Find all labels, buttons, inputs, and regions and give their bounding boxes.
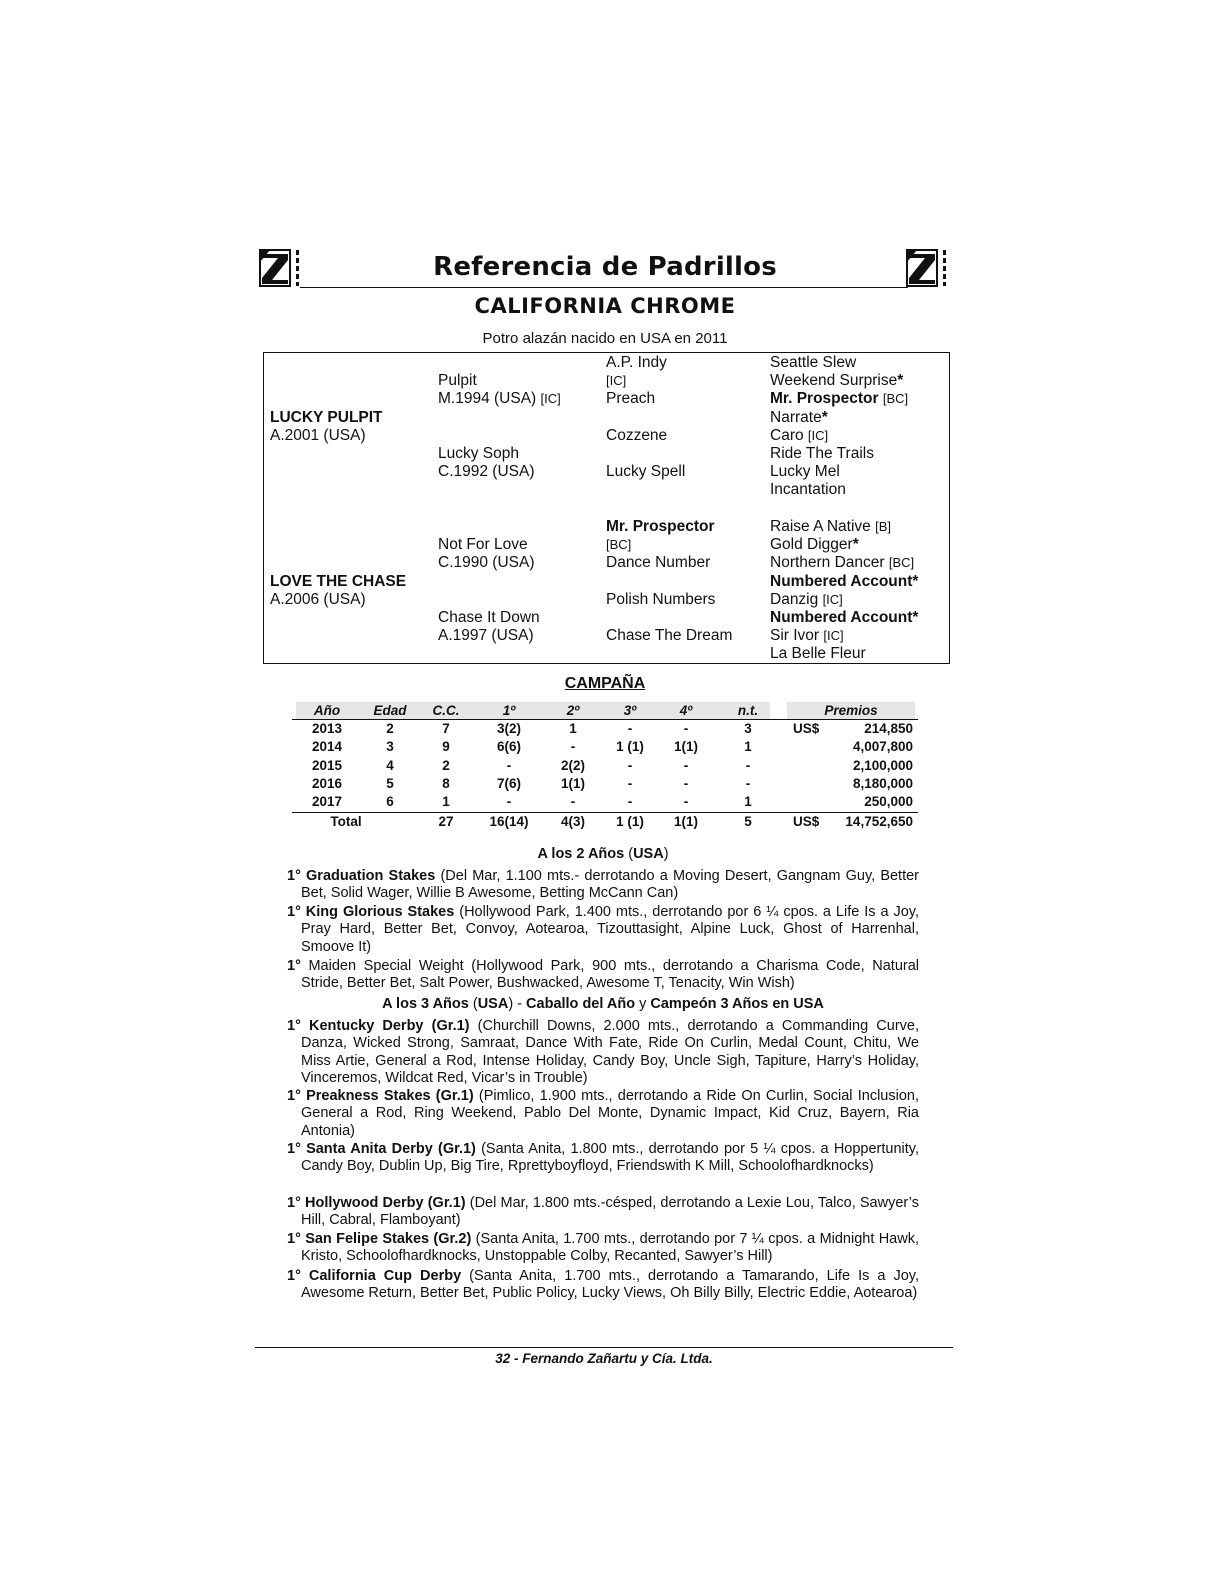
pedigree-table bbox=[263, 352, 950, 664]
campaign-cell: 9 bbox=[442, 739, 450, 755]
campaign-cell: 2 bbox=[442, 757, 450, 773]
campaign-cell: - bbox=[745, 775, 751, 791]
campaign-cell: 1 bbox=[569, 721, 577, 736]
grandsire-maternal: Not For Love bbox=[438, 536, 528, 553]
g4-ancestor: Northern Dancer [BC] bbox=[770, 554, 915, 571]
campaign-cell: - bbox=[506, 794, 512, 810]
total-cell: 4(3) bbox=[560, 814, 585, 829]
campaign-cell: - bbox=[627, 775, 633, 791]
campaign-cell: 4,007,800 bbox=[852, 739, 913, 755]
race-entry: 1° Maiden Special Weight (Hollywood Park, 900 mts., derrotando a Charisma Code, Natural Stride, Better Bet, Salt Power, Bushwacked, Awesome T, Tenacity, Win Wish) bbox=[287, 958, 919, 992]
campaign-cell: - bbox=[745, 757, 751, 773]
dam-name: LOVE THE CHASE bbox=[270, 573, 407, 590]
col-header-age: Edad bbox=[373, 703, 407, 718]
granddam-paternal: Lucky Soph bbox=[438, 445, 519, 462]
campaign-cell: 3(2) bbox=[496, 721, 521, 736]
campaign-cell: 6 bbox=[386, 794, 394, 810]
campaign-cell: 1 bbox=[744, 739, 752, 755]
race-entry: 1° Kentucky Derby (Gr.1) (Churchill Downs, 2.000 mts., derrotando a Commanding Curve, Danza, Wicked Strong, Samraat, Dance With Fate, Ride On Curlin, Medal Count, Chitu, We Miss Artie, General a Rod, Intense Holiday, Candy Boy, Uncle Sigh, Tapiture, Harry’s Holiday, Vinceremos, Wildcat Red, Vicar’s in Trouble) bbox=[287, 1018, 920, 1087]
campaign-cell: US$ bbox=[793, 721, 820, 736]
race-entry: 1° Hollywood Derby (Gr.1) (Del Mar, 1.800 mts.-césped, derrotando a Lexie Lou, Talco, Sawyer’s Hill, Cabral, Flamboyant) bbox=[287, 1195, 919, 1229]
total-earnings: 14,752,650 bbox=[845, 814, 913, 829]
grandsire-maternal-info: C.1990 (USA) bbox=[438, 554, 535, 571]
granddam-paternal-info: C.1992 (USA) bbox=[438, 463, 535, 480]
campaign-cell: - bbox=[627, 757, 633, 773]
race-entry: 1° California Cup Derby (Santa Anita, 1.700 mts., derrotando a Tamarando, Life Is a Joy, Awesome Return, Better Bet, Public Policy, Lucky Views, Oh Billy Billy, Electric Eddie, Aotearoa) bbox=[287, 1268, 919, 1302]
sire-info: A.2001 (USA) bbox=[270, 427, 366, 444]
g4-ancestor: Numbered Account* bbox=[770, 609, 919, 626]
race-entry: 1° San Felipe Stakes (Gr.2) (Santa Anita, 1.700 mts., derrotando por 7 ¼ cpos. a Midnight Hawk, Kristo, Schoolofhardknocks, Unstoppable Colby, Recanted, Sawyer’s Hill) bbox=[287, 1231, 919, 1265]
g4-ancestor: Numbered Account* bbox=[770, 573, 919, 590]
granddam-maternal: Chase It Down bbox=[438, 609, 540, 626]
col-header-unplaced: n.t. bbox=[737, 703, 759, 718]
campaign-cell: - bbox=[683, 794, 689, 810]
race-entry: 1° Preakness Stakes (Gr.1) (Pimlico, 1.900 mts., derrotando a Ride On Curlin, Social Inclusion, General a Rod, Ring Weekend, Pablo Del Monte, Dynamic Impact, Kid Cruz, Bayern, Ria Antonia) bbox=[287, 1088, 919, 1139]
campaign-cell: 3 bbox=[744, 721, 752, 736]
campaign-cell: - bbox=[627, 794, 633, 810]
g3-ancestor: Polish Numbers bbox=[606, 591, 716, 608]
g4-ancestor: Gold Digger* bbox=[770, 536, 859, 553]
campaign-title: CAMPAÑA bbox=[564, 675, 646, 692]
campaign-cell: 2(2) bbox=[560, 757, 585, 773]
col-header-first: 1º bbox=[502, 703, 516, 718]
campaign-cell: 7 bbox=[442, 721, 450, 736]
g4-ancestor: Caro [IC] bbox=[770, 427, 829, 444]
col-header-year: Año bbox=[313, 703, 341, 718]
campaign-cell: - bbox=[506, 757, 512, 773]
race-entry: 1° Graduation Stakes (Del Mar, 1.100 mts.- derrotando a Moving Desert, Gangnam Guy, Better Bet, Solid Wager, Willie B Awesome, Betting McCann Can) bbox=[287, 868, 920, 902]
company-logo-right bbox=[905, 246, 957, 290]
g4-ancestor: Narrate* bbox=[770, 409, 828, 426]
campaign-cell: 1 bbox=[442, 794, 450, 810]
sire-name: LUCKY PULPIT bbox=[270, 409, 383, 426]
footer-rule bbox=[255, 1347, 953, 1348]
granddam-maternal-info: A.1997 (USA) bbox=[438, 627, 534, 644]
campaign-cell: 1(1) bbox=[673, 739, 698, 755]
total-cell: 1 (1) bbox=[616, 814, 644, 829]
campaign-cell: - bbox=[683, 775, 689, 791]
campaign-cell: 1 (1) bbox=[616, 739, 644, 755]
g4-ancestor: Mr. Prospector [BC] bbox=[770, 390, 909, 407]
g4-ancestor: Weekend Surprise* bbox=[770, 372, 904, 389]
header-rule bbox=[300, 287, 908, 288]
g4-ancestor: Incantation bbox=[770, 481, 846, 498]
campaign-cell: 7(6) bbox=[496, 775, 521, 791]
g4-ancestor: Lucky Mel bbox=[770, 463, 840, 480]
g3-ancestor: Preach bbox=[606, 390, 656, 407]
campaign-cell: - bbox=[683, 757, 689, 773]
col-header-earnings: Premios bbox=[824, 703, 878, 718]
horse-name: CALIFORNIA CHROME bbox=[474, 294, 736, 318]
campaign-cell: 1 bbox=[744, 794, 752, 810]
section-heading: A los 3 Años (USA) - Caballo del Año y Campeón 3 Años en USA bbox=[382, 996, 824, 1012]
campaign-cell: - bbox=[683, 721, 689, 736]
campaign-cell: 1(1) bbox=[560, 775, 585, 791]
campaign-cell: 2013 bbox=[311, 721, 343, 736]
campaign-cell: 2 bbox=[386, 721, 394, 736]
g4-ancestor: La Belle Fleur bbox=[770, 645, 866, 662]
g4-ancestor: Seattle Slew bbox=[770, 354, 857, 371]
g3-ancestor: A.P. Indy bbox=[606, 354, 667, 371]
campaign-cell: 6(6) bbox=[496, 739, 521, 755]
g3-ancestor-tag: [BC] bbox=[606, 537, 632, 552]
g3-ancestor-tag: [IC] bbox=[606, 373, 627, 388]
g4-ancestor: Ride The Trails bbox=[770, 445, 874, 462]
campaign-cell: 214,850 bbox=[864, 721, 913, 736]
campaign-cell: 2014 bbox=[311, 739, 343, 755]
total-cell: 27 bbox=[438, 814, 454, 829]
campaign-cell: 8 bbox=[442, 775, 450, 791]
campaign-cell: 2016 bbox=[311, 775, 343, 791]
campaign-cell: 4 bbox=[386, 757, 394, 773]
campaign-cell: 2,100,000 bbox=[852, 757, 913, 773]
campaign-cell: 2017 bbox=[311, 794, 343, 810]
total-label: Total bbox=[330, 814, 362, 829]
campaign-cell: - bbox=[627, 721, 633, 736]
race-entry: 1° King Glorious Stakes (Hollywood Park, 1.400 mts., derrotando por 6 ¼ cpos. a Life Is a Joy, Pray Hard, Better Bet, Convoy, Aotearoa, Tizouttasight, Alpine Luck, Ghost of Harrenhal, Smoove It) bbox=[287, 904, 919, 955]
campaign-cell: 5 bbox=[386, 775, 394, 791]
grandsire-paternal: Pulpit bbox=[438, 372, 477, 389]
campaign-cell: - bbox=[570, 739, 576, 755]
page-title: Referencia de Padrillos bbox=[433, 252, 777, 282]
g3-ancestor: Cozzene bbox=[606, 427, 668, 444]
g3-ancestor: Chase The Dream bbox=[606, 627, 733, 644]
g3-ancestor: Dance Number bbox=[606, 554, 711, 571]
total-cell: 1(1) bbox=[673, 814, 698, 829]
horse-description: Potro alazán nacido en USA en 2011 bbox=[482, 330, 728, 347]
campaign-cell: - bbox=[570, 794, 576, 810]
dam-info: A.2006 (USA) bbox=[270, 591, 366, 608]
total-currency: US$ bbox=[793, 814, 820, 829]
campaign-cell: 250,000 bbox=[864, 794, 913, 810]
total-cell: 5 bbox=[744, 814, 752, 829]
page-footer: 32 - Fernando Zañartu y Cía. Ltda. bbox=[495, 1351, 713, 1366]
g3-ancestor: Lucky Spell bbox=[606, 463, 686, 480]
campaign-cell: 2015 bbox=[311, 757, 343, 773]
g3-ancestor: Mr. Prospector bbox=[606, 518, 715, 535]
g4-ancestor: Danzig [IC] bbox=[770, 591, 843, 608]
col-header-starts: C.C. bbox=[432, 703, 460, 718]
campaign-cell: 8,180,000 bbox=[852, 775, 913, 791]
section-heading: A los 2 Años (USA) bbox=[537, 846, 669, 862]
col-header-third: 3º bbox=[623, 703, 637, 718]
g4-ancestor: Sir Ivor [IC] bbox=[770, 627, 844, 644]
grandsire-paternal-info: M.1994 (USA) [IC] bbox=[438, 390, 561, 407]
campaign-cell: 3 bbox=[386, 739, 394, 755]
race-entry: 1° Santa Anita Derby (Gr.1) (Santa Anita, 1.800 mts., derrotando por 5 ¼ cpos. a Hoppertunity, Candy Boy, Dublin Up, Big Tire, Rprettyboyfloyd, Friendswith K Mill, Schoolofhardknocks) bbox=[287, 1141, 919, 1175]
col-header-second: 2º bbox=[566, 703, 580, 718]
col-header-fourth: 4º bbox=[679, 703, 693, 718]
total-cell: 16(14) bbox=[489, 814, 529, 829]
g4-ancestor: Raise A Native [B] bbox=[770, 518, 892, 535]
